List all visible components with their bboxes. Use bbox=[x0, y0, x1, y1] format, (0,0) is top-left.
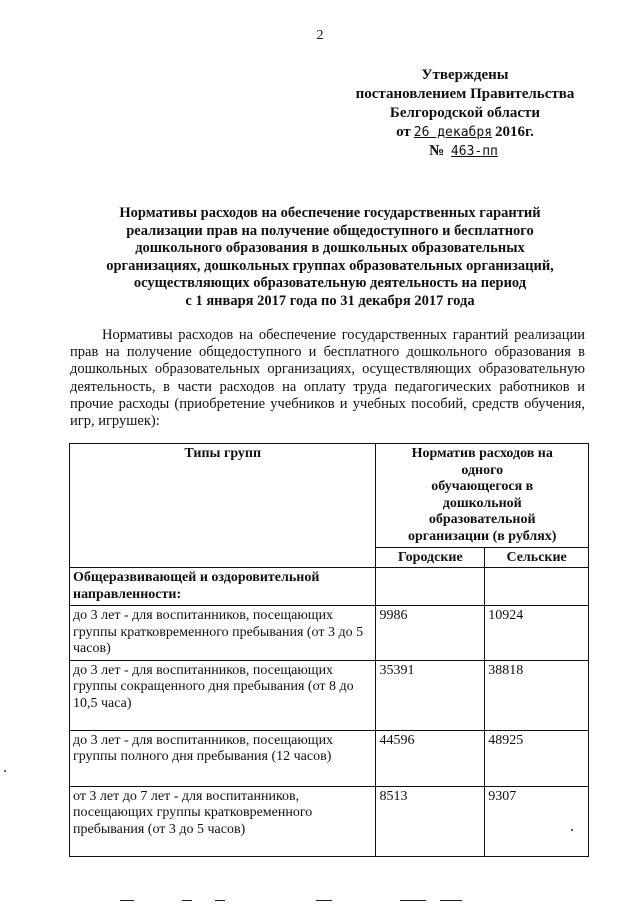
scan-speck bbox=[4, 770, 6, 772]
row-2-line-1: до 3 лет - для воспитанников, посещающих bbox=[73, 662, 334, 678]
header-norm-line-3: обучающегося в bbox=[431, 479, 534, 494]
table-header-row bbox=[70, 444, 589, 548]
row-4-line-3: пребывания (от 3 до 5 часов) bbox=[73, 821, 246, 837]
approval-line-2: постановлением Правительства bbox=[355, 86, 575, 102]
header-urban: Городские bbox=[376, 548, 485, 568]
header-norm-line-6: организации (в рублях) bbox=[407, 528, 557, 544]
intro-paragraph: Нормативы расходов на обеспечение государственных гарантий реализации прав на получение общедоступного и бесплатного дошкольного образования в дошкольных образовательных организациях, осуществляющих образовательную деятельность, в части расходов на оплату труда педагогических работников и прочие расходы (приобретение учебников и учебных пособий, средств обучения, игр, игрушек): bbox=[70, 327, 585, 430]
row-1-urban: 9986 bbox=[376, 606, 485, 661]
row-1-line-2: группы кратковременного пребывания (от 3 до 5 bbox=[73, 624, 364, 640]
row-1-line-1: до 3 лет - для воспитанников, посещающих bbox=[73, 608, 334, 623]
table-row bbox=[70, 606, 589, 661]
section-heading bbox=[70, 568, 376, 606]
row-4-line-2: посещающих группы кратковременного bbox=[73, 805, 313, 820]
section-line-2: направленности: bbox=[73, 586, 182, 602]
row-3-line-2: группы полного дня пребывания (12 часов) bbox=[73, 749, 332, 764]
table-row bbox=[70, 660, 589, 730]
title-line-4: организациях, дошкольных группах образовательных организаций, bbox=[106, 257, 554, 274]
approval-number-prefix: № bbox=[429, 143, 445, 159]
scan-artifact bbox=[182, 900, 192, 901]
row-3-rural: 48925 bbox=[485, 730, 589, 786]
header-group-types: Типы групп bbox=[70, 444, 376, 568]
row-3-line-1: до 3 лет - для воспитанников, посещающих bbox=[73, 732, 334, 748]
row-3-urban: 44596 bbox=[376, 730, 485, 786]
scan-artifact bbox=[120, 900, 134, 901]
title-line-5: осуществляющих образовательную деятельность на период bbox=[133, 275, 527, 291]
approval-block bbox=[330, 66, 600, 161]
row-2-line-2: группы сокращенного дня пребывания (от 8 до bbox=[73, 679, 354, 694]
row-2-urban: 35391 bbox=[376, 660, 485, 730]
approval-number bbox=[330, 142, 600, 161]
scan-artifact bbox=[316, 900, 332, 901]
approval-date-handwritten: 26 декабря bbox=[413, 125, 493, 140]
section-urban-empty bbox=[376, 568, 485, 606]
title-line-6: с 1 января 2017 года по 31 декабря 2017 года bbox=[185, 292, 475, 309]
header-norm-line-4: дошкольной bbox=[442, 495, 522, 511]
row-1-line-3: часов) bbox=[73, 641, 111, 656]
row-4-line-1: от 3 лет до 7 лет - для воспитанников, bbox=[73, 788, 300, 804]
title-line-1: Нормативы расходов на обеспечение государственных гарантий bbox=[119, 205, 541, 221]
row-4-type bbox=[70, 786, 376, 856]
row-4-rural: 9307 bbox=[485, 786, 589, 856]
table-section-row bbox=[70, 568, 589, 606]
scan-artifact bbox=[440, 900, 462, 901]
header-rural: Сельские bbox=[485, 548, 589, 568]
row-1-rural: 10924 bbox=[485, 606, 589, 661]
approval-date bbox=[330, 123, 600, 142]
table-row bbox=[70, 786, 589, 856]
approval-line-3: Белгородской области bbox=[389, 105, 541, 121]
document-title bbox=[80, 205, 580, 310]
norms-table bbox=[69, 443, 589, 857]
title-line-3: дошкольного образования в дошкольных образовательных bbox=[135, 240, 525, 256]
approval-date-prefix: от bbox=[396, 124, 411, 140]
page-number: 2 bbox=[316, 28, 324, 43]
header-norm bbox=[376, 444, 589, 548]
section-rural-empty bbox=[485, 568, 589, 606]
approval-number-handwritten: 463-пп bbox=[450, 144, 498, 159]
row-2-rural: 38818 bbox=[485, 660, 589, 730]
section-line-1: Общеразвивающей и оздоровительной bbox=[73, 570, 320, 585]
table-row bbox=[70, 730, 589, 786]
header-norm-line-5: образовательной bbox=[428, 512, 536, 527]
scan-artifact bbox=[400, 900, 426, 901]
scan-artifact bbox=[215, 900, 225, 901]
row-2-line-3: 10,5 часа) bbox=[73, 695, 132, 711]
scan-speck bbox=[571, 829, 573, 831]
approval-date-suffix: 2016г. bbox=[495, 124, 534, 140]
header-norm-line-1: Норматив расходов на bbox=[411, 446, 553, 461]
header-norm-line-2: одного bbox=[461, 462, 504, 478]
approval-line-1: Утверждены bbox=[421, 67, 509, 83]
row-4-urban: 8513 bbox=[376, 786, 485, 856]
row-3-type bbox=[70, 730, 376, 786]
title-line-2: реализации прав на получение общедоступного и бесплатного bbox=[126, 222, 534, 239]
row-1-type bbox=[70, 606, 376, 661]
row-2-type bbox=[70, 660, 376, 730]
